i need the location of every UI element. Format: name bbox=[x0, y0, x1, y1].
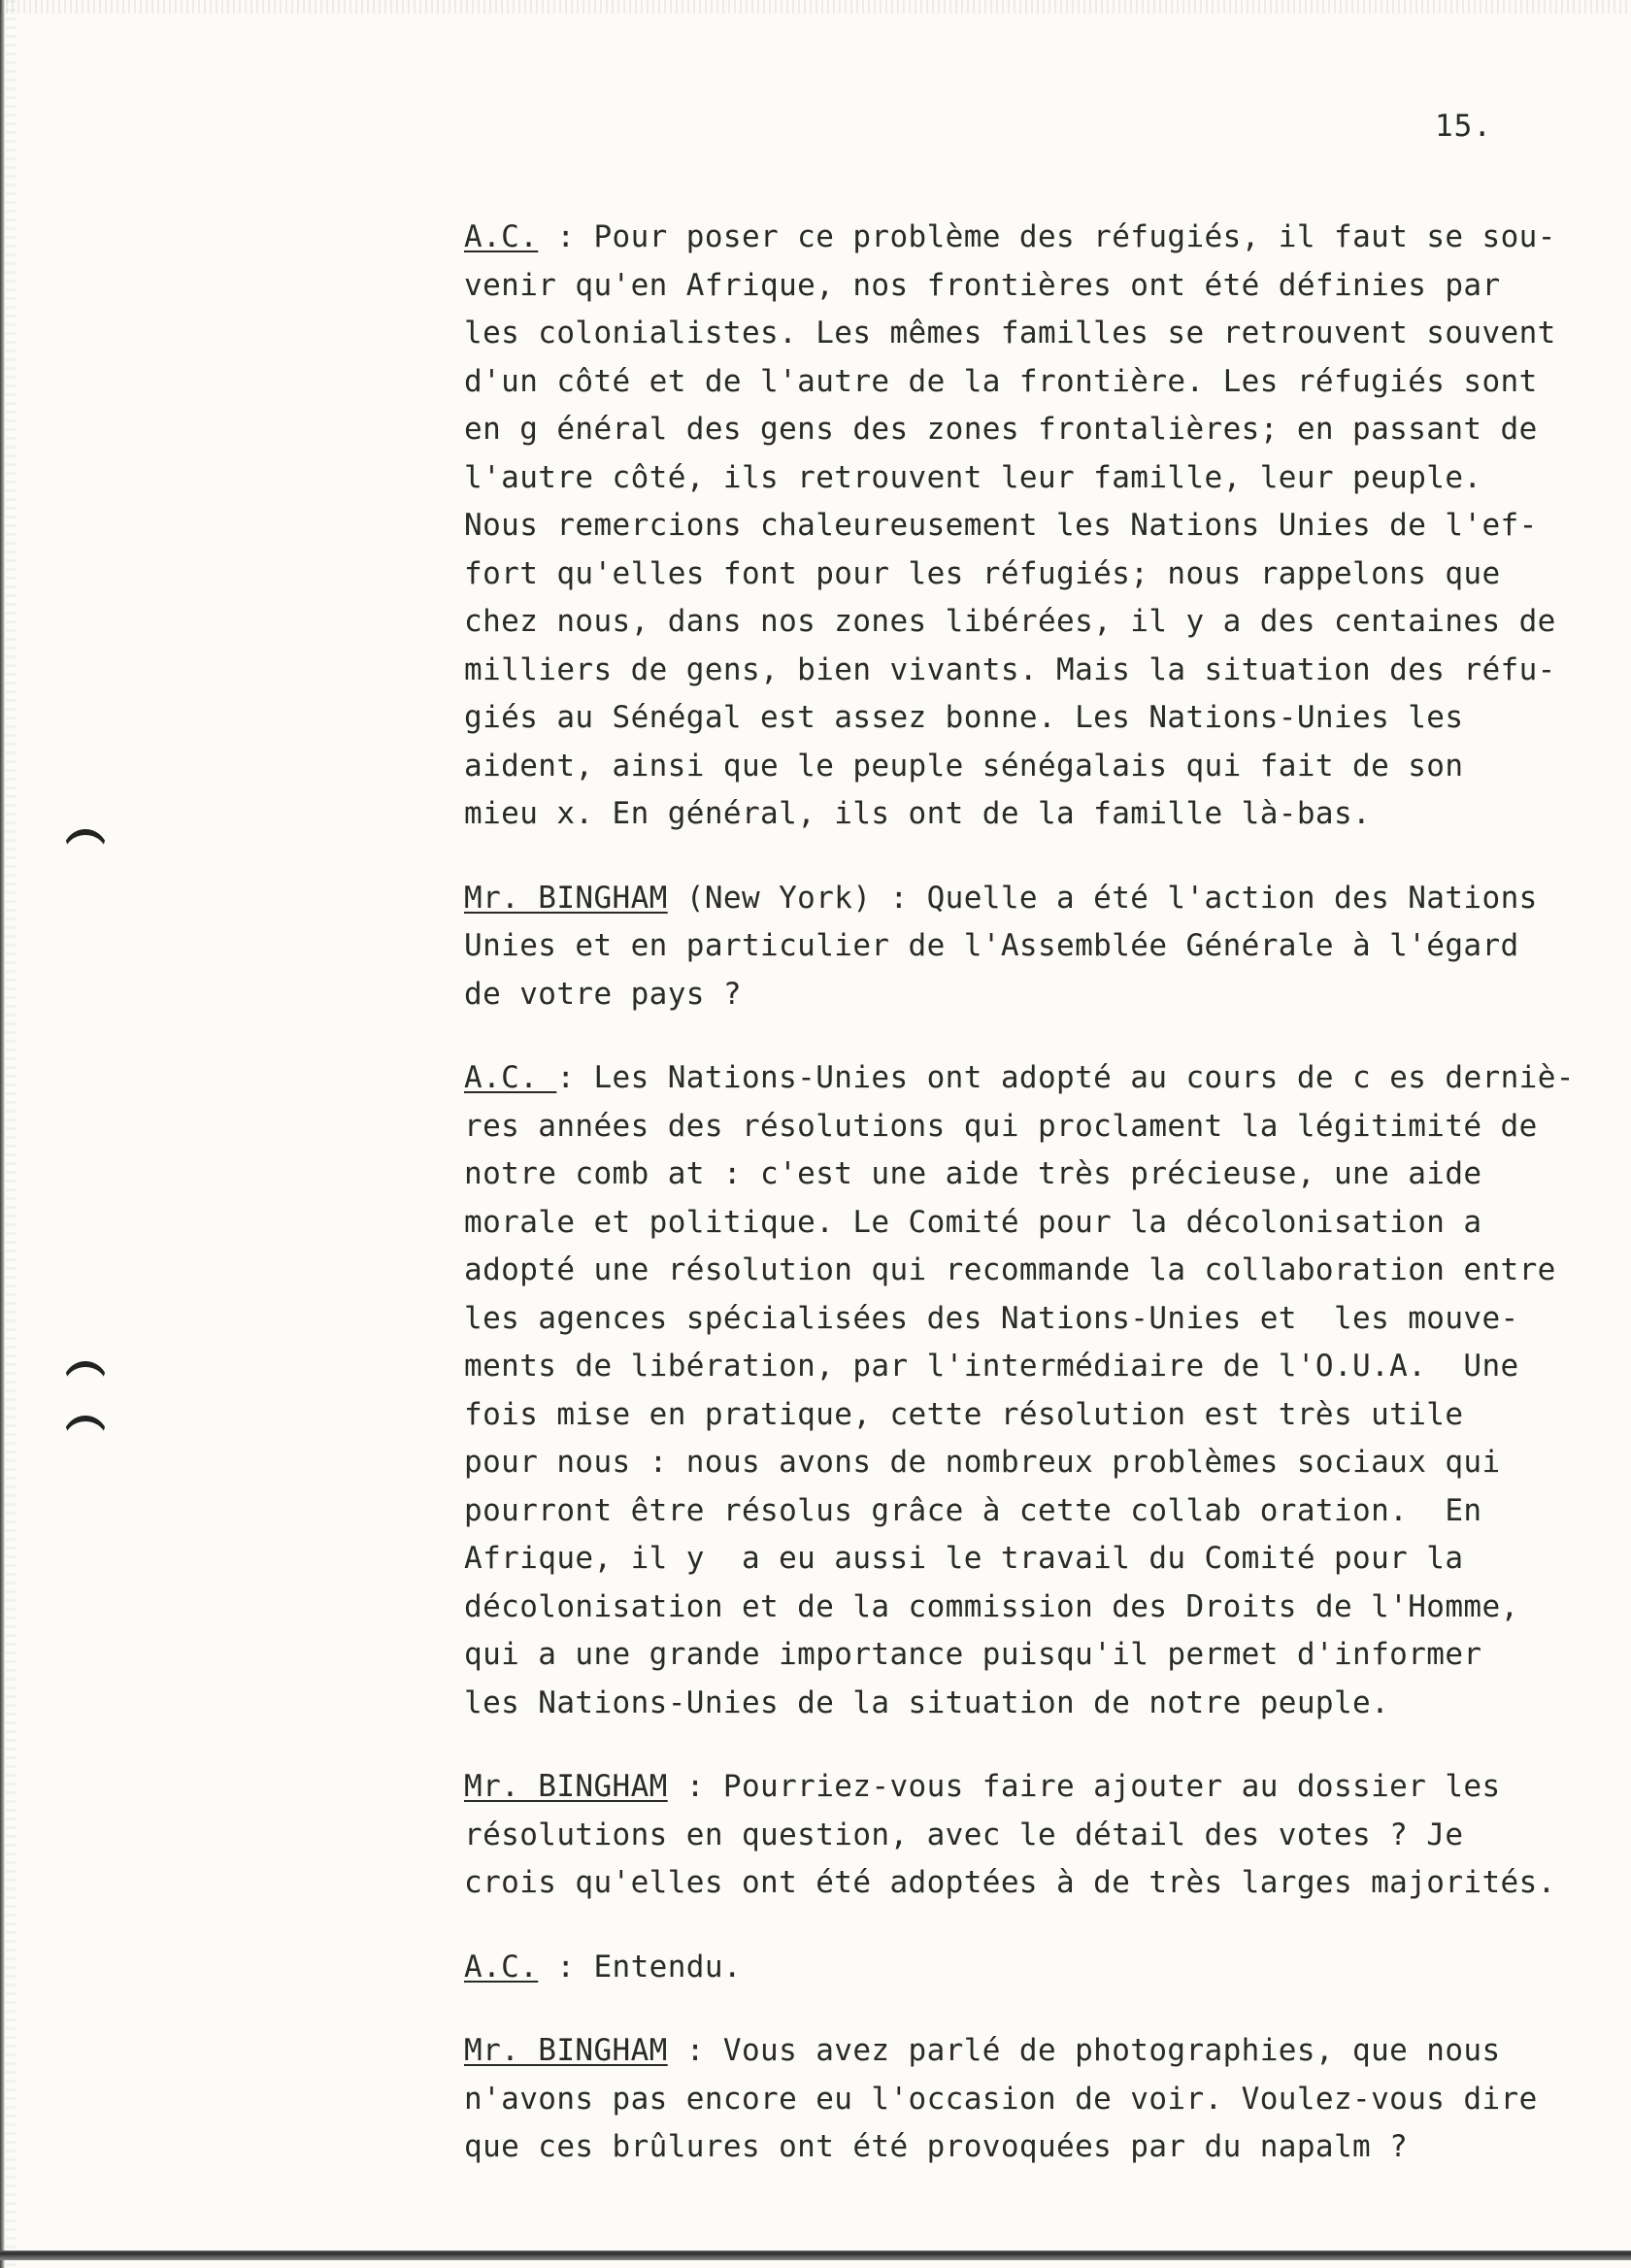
transcript-paragraph bbox=[464, 2027, 1619, 2172]
text-line bbox=[464, 1487, 1619, 1536]
text-line bbox=[464, 790, 1619, 839]
line-text: décolonisation et de la commission des Droits de l'Homme, bbox=[464, 1588, 1519, 1624]
speaker-name: Mr. BINGHAM bbox=[464, 1769, 668, 1804]
line-text: : Pour poser ce problème des réfugiés, il faut se sou- bbox=[538, 219, 1556, 254]
text-line bbox=[464, 1439, 1619, 1487]
line-text: n'avons pas encore eu l'occasion de voir. Voulez-vous dire bbox=[464, 2081, 1538, 2117]
line-text: : Pourriez-vous faire ajouter au dossier les bbox=[667, 1769, 1501, 1804]
speaker-name: Mr. BINGHAM bbox=[464, 2033, 668, 2068]
line-text: fort qu'elles font pour les réfugiés; nous rappelons que bbox=[464, 555, 1501, 591]
text-line bbox=[464, 647, 1619, 695]
scan-bottom-edge bbox=[0, 2251, 1631, 2260]
line-text: fois mise en pratique, cette résolution est très utile bbox=[464, 1396, 1464, 1432]
text-line bbox=[464, 1944, 1619, 1992]
transcript-paragraph bbox=[464, 875, 1619, 1019]
line-text: morale et politique. Le Comité pour la décolonisation a bbox=[464, 1204, 1482, 1240]
text-line bbox=[464, 454, 1619, 503]
text-line bbox=[464, 598, 1619, 647]
speaker-name: A.C. bbox=[464, 1060, 557, 1095]
text-line bbox=[464, 502, 1619, 550]
text-line bbox=[464, 1535, 1619, 1584]
text-line bbox=[464, 875, 1619, 923]
transcript-paragraph bbox=[464, 1944, 1619, 1992]
text-line bbox=[464, 310, 1619, 358]
line-text: Afrique, il y a eu aussi le travail du Comité pour la bbox=[464, 1541, 1464, 1576]
line-text: Nous remercions chaleureusement les Nations Unies de l'ef- bbox=[464, 508, 1538, 543]
punch-hole-mark bbox=[62, 829, 109, 880]
text-line bbox=[464, 2123, 1619, 2172]
line-text: (New York) : Quelle a été l'action des Nations bbox=[667, 880, 1538, 916]
transcript-paragraph bbox=[464, 214, 1619, 839]
text-line bbox=[464, 1391, 1619, 1440]
line-text: : Les Nations-Unies ont adopté au cours de c es derniè- bbox=[556, 1060, 1575, 1095]
line-text: résolutions en question, avec le détail des votes ? Je bbox=[464, 1817, 1464, 1852]
page-number: 15. bbox=[1435, 109, 1492, 144]
line-text: ments de libération, par l'intermédiaire de l'O.U.A. Une bbox=[464, 1349, 1519, 1384]
text-line bbox=[464, 743, 1619, 791]
speaker-name: A.C. bbox=[464, 1949, 539, 1984]
punch-hole-mark bbox=[62, 1416, 109, 1466]
line-text: notre comb at : c'est une aide très précieuse, une aide bbox=[464, 1156, 1482, 1191]
line-text: chez nous, dans nos zones libérées, il y a des centaines de bbox=[464, 604, 1556, 639]
text-line bbox=[464, 1584, 1619, 1632]
line-text: pour nous : nous avons de nombreux problèmes sociaux qui bbox=[464, 1445, 1501, 1480]
line-text: : Vous avez parlé de photographies, que nous bbox=[667, 2033, 1501, 2068]
text-line bbox=[464, 214, 1619, 262]
text-line bbox=[464, 1631, 1619, 1680]
line-text: d'un côté et de l'autre de la frontière. Les réfugiés sont bbox=[464, 363, 1538, 399]
scan-left-shadow bbox=[6, 0, 16, 2268]
transcript-paragraph bbox=[464, 1763, 1619, 1908]
line-text: l'autre côté, ils retrouvent leur famille, leur peuple. bbox=[464, 459, 1482, 495]
line-text: qui a une grande importance puisqu'il permet d'informer bbox=[464, 1637, 1482, 1672]
punch-hole-mark bbox=[62, 1361, 109, 1412]
line-text: venir qu'en Afrique, nos frontières ont été définies par bbox=[464, 267, 1501, 303]
text-line bbox=[464, 1054, 1619, 1103]
line-text: les Nations-Unies de la situation de notre peuple. bbox=[464, 1684, 1390, 1720]
line-text: adopté une résolution qui recommande la collaboration entre bbox=[464, 1252, 1556, 1287]
text-line bbox=[464, 1812, 1619, 1860]
text-line bbox=[464, 262, 1619, 311]
text-line bbox=[464, 1247, 1619, 1295]
text-line bbox=[464, 922, 1619, 971]
line-text: aident, ainsi que le peuple sénégalais qui fait de son bbox=[464, 748, 1464, 784]
speaker-name: Mr. BINGHAM bbox=[464, 880, 668, 916]
line-text: Unies et en particulier de l'Assemblée Générale à l'égard bbox=[464, 928, 1519, 963]
text-line bbox=[464, 1763, 1619, 1812]
line-text: milliers de gens, bien vivants. Mais la situation des réfu- bbox=[464, 651, 1556, 687]
text-line bbox=[464, 1343, 1619, 1391]
line-text: res années des résolutions qui proclament la légitimité de bbox=[464, 1108, 1538, 1144]
line-text: en g énéral des gens des zones frontalières; en passant de bbox=[464, 412, 1538, 447]
text-line bbox=[464, 2027, 1619, 2076]
text-line bbox=[464, 694, 1619, 743]
line-text: crois qu'elles ont été adoptées à de très larges majorités. bbox=[464, 1865, 1556, 1900]
line-text: de votre pays ? bbox=[464, 976, 742, 1012]
speaker-name: A.C. bbox=[464, 219, 539, 254]
text-line bbox=[464, 1295, 1619, 1344]
line-text: que ces brûlures ont été provoquées par du napalm ? bbox=[464, 2129, 1409, 2164]
line-text: mieu x. En général, ils ont de la famille là-bas. bbox=[464, 796, 1372, 831]
transcript-body bbox=[464, 214, 1619, 2208]
text-line bbox=[464, 1103, 1619, 1151]
scan-top-edge bbox=[0, 0, 1631, 14]
text-line bbox=[464, 358, 1619, 407]
text-line bbox=[464, 1151, 1619, 1199]
line-text: giés au Sénégal est assez bonne. Les Nations-Unies les bbox=[464, 700, 1464, 735]
text-line bbox=[464, 1199, 1619, 1248]
text-line bbox=[464, 1680, 1619, 1728]
transcript-paragraph bbox=[464, 1054, 1619, 1727]
text-line bbox=[464, 406, 1619, 454]
text-line bbox=[464, 971, 1619, 1019]
line-text: pourront être résolus grâce à cette collab oration. En bbox=[464, 1492, 1482, 1528]
text-line bbox=[464, 1859, 1619, 1908]
line-text: les agences spécialisées des Nations-Unies et les mouve- bbox=[464, 1300, 1519, 1336]
line-text: : Entendu. bbox=[538, 1949, 742, 1984]
scan-left-edge bbox=[0, 0, 5, 2268]
line-text: les colonialistes. Les mêmes familles se retrouvent souvent bbox=[464, 316, 1556, 350]
text-line bbox=[464, 550, 1619, 599]
text-line bbox=[464, 2076, 1619, 2124]
